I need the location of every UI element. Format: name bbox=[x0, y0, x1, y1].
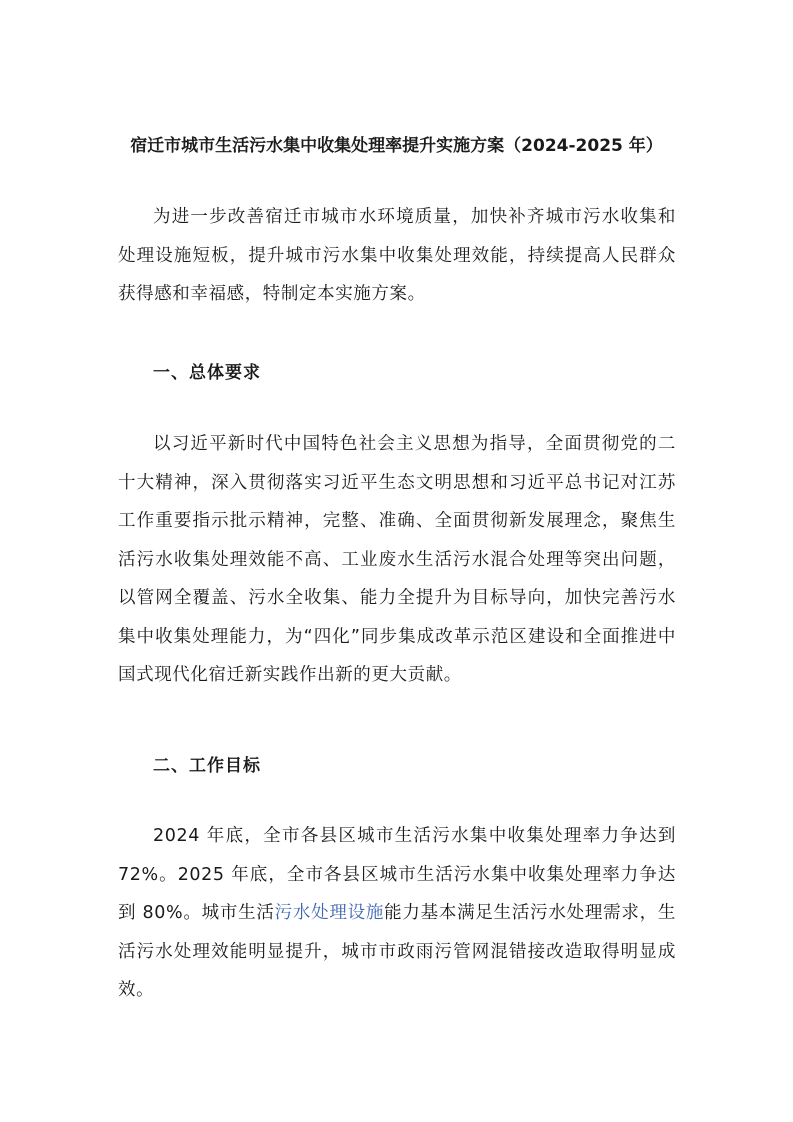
work-goals-paragraph bbox=[118, 817, 676, 1010]
general-requirements-paragraph: 以习近平新时代中国特色社会主义思想为指导，全面贯彻党的二十大精神，深入贯彻落实习近平生态文明思想和习近平总书记对江苏工作重要指示批示精神，完整、准确、全面贯彻新发展理念，聚焦生活污水收集处理效能不高、工业废水生活污水混合处理等突出问题，以管网全覆盖、污水全收集、能力全提升为目标导向，加快完善污水集中收集处理能力，为“四化”同步集成改革示范区建设和全面推进中国式现代化宿迁新实践作出新的更大贡献。 bbox=[118, 434, 676, 685]
section-heading-general-requirements: 一、总体要求 bbox=[153, 363, 261, 383]
work-goals-text-end: 能力基本满足生活污水处理需求，生活污水处理效能明显提升，城市市政雨污管网混错接改造取得明显成效。 bbox=[118, 903, 676, 1000]
intro-paragraph: 为进一步改善宿迁市城市水环境质量，加快补齐城市污水收集和处理设施短板，提升城市污水集中收集处理效能，持续提高人民群众获得感和幸福感，特制定本实施方案。 bbox=[118, 207, 676, 304]
document-title: 宿迁市城市生活污水集中收集处理率提升实施方案（2024-2025 年） bbox=[130, 136, 663, 156]
sewage-facility-link[interactable]: 污水处理设施 bbox=[274, 903, 385, 923]
section-heading-work-goals: 二、工作目标 bbox=[153, 756, 261, 776]
work-goals-text-start: 2024 年底，全市各县区城市生活污水集中收集处理率力争达到 72%。2025 年底，全市各县区城市生活污水集中收集处理率力争达到 80%。城市生活 bbox=[118, 826, 676, 923]
